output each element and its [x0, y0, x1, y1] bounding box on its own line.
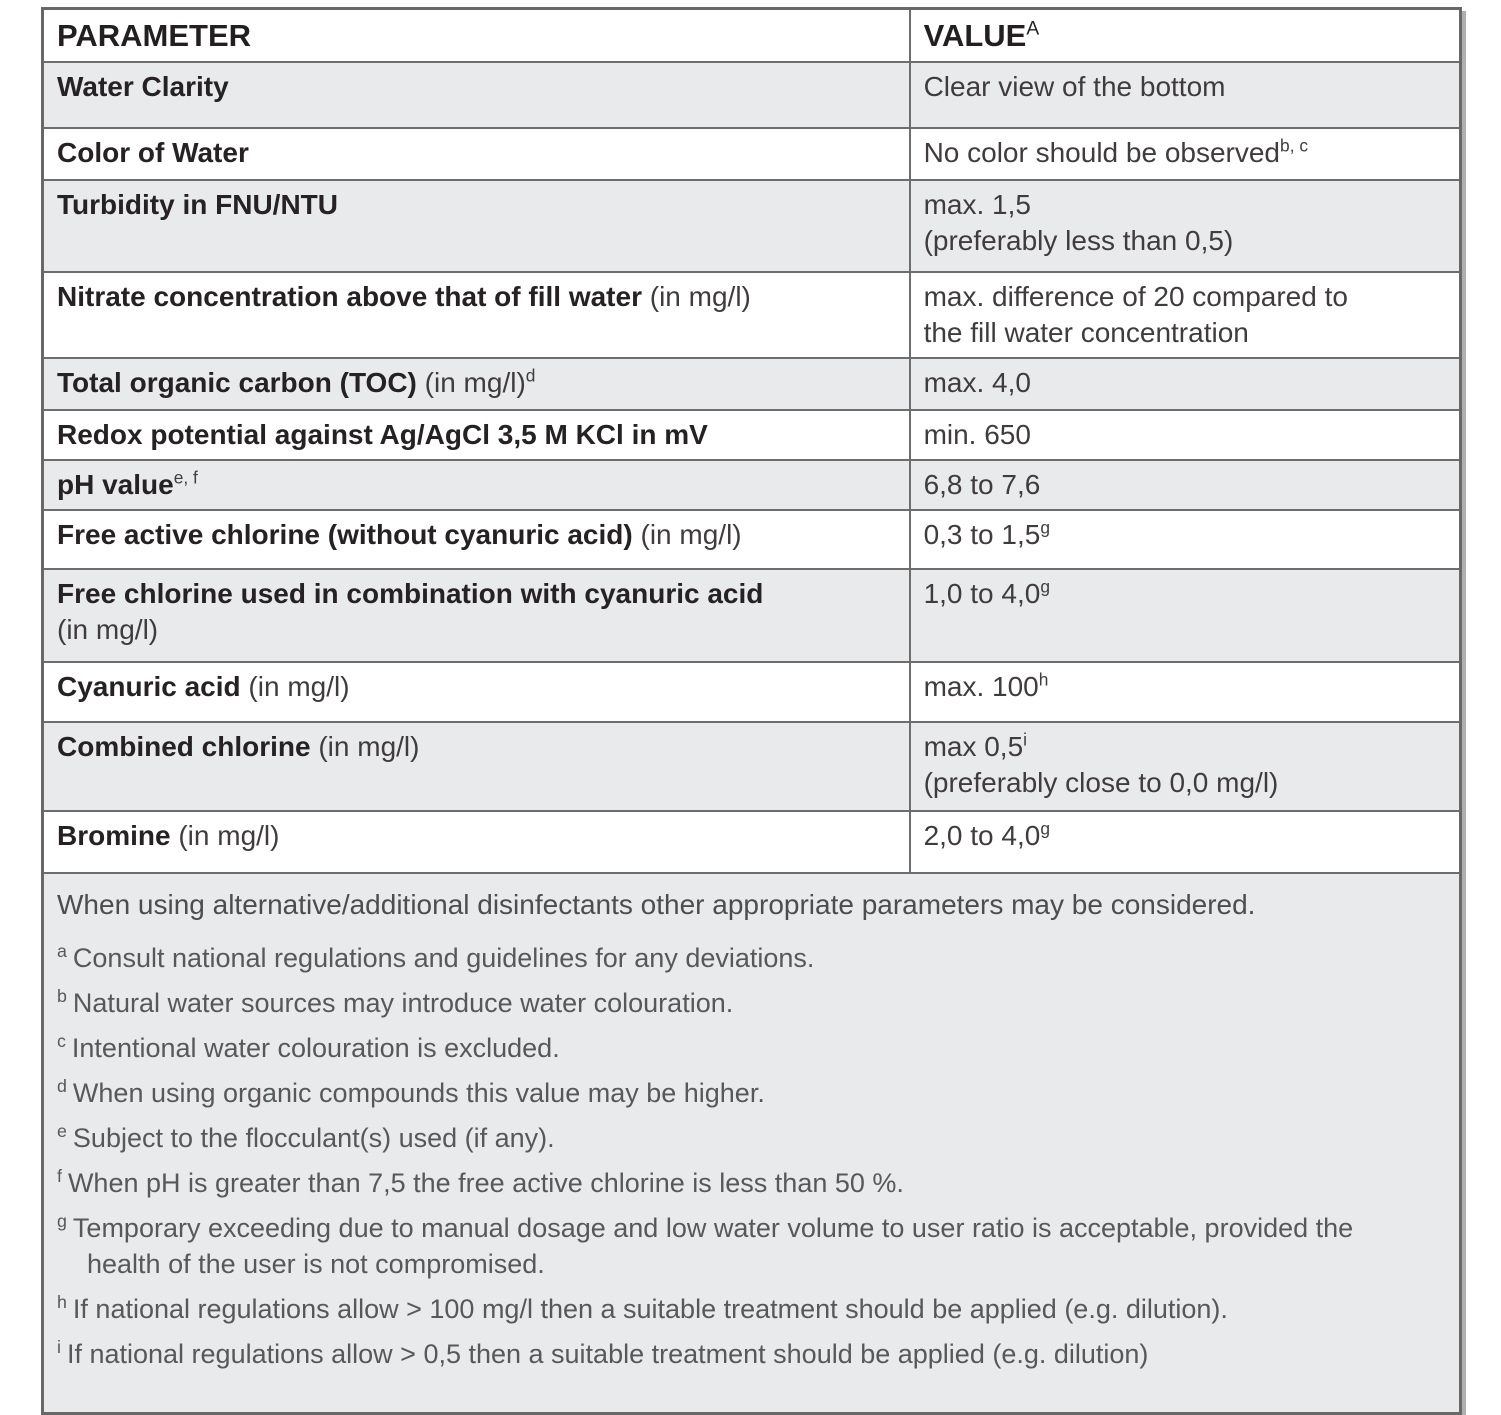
- footnote-text: If national regulations allow > 100 mg/l then a suitable treatment should be applied (e.g. dilution).: [72, 1294, 1228, 1324]
- table-row: [44, 179, 1459, 271]
- text-segment: Free chlorine used in combination with cyanuric acid: [57, 578, 764, 609]
- text-segment: (in mg/l): [310, 731, 420, 762]
- value-cell: [909, 812, 1459, 872]
- footnotes-list: [57, 940, 1443, 1372]
- header-cell-parameter: [44, 10, 909, 61]
- footnote-marker: g: [57, 1211, 67, 1231]
- table-row: [44, 61, 1459, 127]
- footnote-marker: e: [57, 1121, 67, 1141]
- parameter-cell: [44, 411, 909, 459]
- header-parameter-label: PARAMETER: [57, 18, 252, 53]
- parameter-cell: [44, 723, 909, 810]
- table-row: [44, 810, 1459, 872]
- footnote-marker: i: [57, 1337, 61, 1357]
- text-segment: (in mg/l): [240, 671, 350, 702]
- footnote-text: When using organic compounds this value may be higher.: [72, 1078, 765, 1108]
- text-segment: max. difference of 20 compared to: [923, 281, 1348, 312]
- text-segment: Turbidity in FNU/NTU: [57, 189, 338, 220]
- text-segment: Bromine: [57, 820, 171, 851]
- table-row: [44, 271, 1459, 357]
- value-cell: [909, 359, 1459, 409]
- table-row: [44, 661, 1459, 721]
- footnote-ref: g: [1040, 818, 1050, 839]
- footnote: [57, 1336, 1443, 1372]
- header-value-label: VALUE: [923, 18, 1027, 53]
- text-segment: max. 100: [923, 671, 1039, 702]
- text-segment: (in mg/l): [416, 367, 526, 398]
- value-cell: [909, 570, 1459, 661]
- parameter-cell: [44, 181, 909, 271]
- table-row: [44, 127, 1459, 179]
- parameter-cell: [44, 511, 909, 568]
- footnote-marker: b: [57, 986, 67, 1006]
- parameter-cell: [44, 663, 909, 721]
- text-segment: min. 650: [923, 419, 1031, 450]
- footnote-text: health of the user is not compromised.: [87, 1249, 545, 1279]
- text-segment: Water Clarity: [57, 71, 229, 102]
- footnote-text: Consult national regulations and guidelines for any deviations.: [72, 943, 815, 973]
- parameter-cell: [44, 359, 909, 409]
- text-segment: Nitrate concentration above that of fill water: [57, 281, 642, 312]
- value-cell: [909, 663, 1459, 721]
- text-segment: (preferably less than 0,5): [923, 225, 1234, 256]
- footnote: [57, 1120, 1443, 1156]
- footnote: [57, 1030, 1443, 1066]
- text-segment: max. 1,5: [923, 189, 1031, 220]
- value-cell: [909, 129, 1459, 179]
- footnote-text: Intentional water colouration is excluded.: [71, 1033, 560, 1063]
- text-segment: No color should be observed: [923, 137, 1281, 168]
- footnote-marker: f: [57, 1166, 62, 1186]
- value-cell: [909, 511, 1459, 568]
- footnote-text: Natural water sources may introduce water colouration.: [72, 988, 734, 1018]
- footnote: [57, 1165, 1443, 1201]
- footnote: [57, 1291, 1443, 1327]
- text-segment: (in mg/l): [57, 614, 159, 645]
- footnote: [57, 940, 1443, 976]
- value-cell: [909, 63, 1459, 127]
- text-segment: 6,8 to 7,6: [923, 469, 1041, 500]
- text-segment: Clear view of the bottom: [923, 71, 1226, 102]
- text-segment: Redox potential against Ag/AgCl 3,5 M KCl in mV: [57, 419, 708, 450]
- text-segment: max. 4,0: [923, 367, 1031, 398]
- table-row: [44, 721, 1459, 810]
- text-segment: Color of Water: [57, 137, 249, 168]
- footnote-ref: d: [525, 365, 536, 386]
- parameter-cell: [44, 812, 909, 872]
- parameter-cell: [44, 63, 909, 127]
- table-row: [44, 509, 1459, 568]
- text-segment: (preferably close to 0,0 mg/l): [923, 767, 1279, 798]
- footnote: [57, 1075, 1443, 1111]
- footnote-ref: e, f: [173, 467, 198, 488]
- text-segment: Cyanuric acid: [57, 671, 241, 702]
- footnote-text: Temporary exceeding due to manual dosage and low water volume to user ratio is acceptable, provided the: [72, 1213, 1354, 1243]
- text-segment: Free active chlorine (without cyanuric acid): [57, 519, 633, 550]
- table-row: [44, 357, 1459, 409]
- text-segment: max 0,5: [923, 731, 1024, 762]
- footnote-ref: h: [1038, 669, 1049, 690]
- text-segment: 1,0 to 4,0: [923, 578, 1041, 609]
- parameter-cell: [44, 129, 909, 179]
- header-value-footnote-ref: A: [1026, 18, 1040, 40]
- parameter-cell: [44, 461, 909, 509]
- footnote: [57, 985, 1443, 1021]
- parameter-cell: [44, 570, 909, 661]
- table-row: [44, 409, 1459, 459]
- text-segment: Total organic carbon (TOC): [57, 367, 417, 398]
- table-row: [44, 568, 1459, 661]
- footnote-ref: g: [1040, 517, 1050, 538]
- footnote-marker: h: [57, 1292, 67, 1312]
- text-segment: the fill water concentration: [923, 317, 1249, 348]
- value-cell: [909, 461, 1459, 509]
- parameter-cell: [44, 273, 909, 357]
- table-row: [44, 459, 1459, 509]
- footnote-marker: a: [57, 941, 67, 961]
- header-cell-value: [909, 10, 1459, 61]
- text-segment: (in mg/l): [632, 519, 742, 550]
- value-cell: [909, 411, 1459, 459]
- footnote-ref: b, c: [1280, 135, 1308, 156]
- footnote-ref: g: [1040, 576, 1050, 597]
- value-cell: [909, 273, 1459, 357]
- water-quality-parameters-table: [41, 7, 1462, 1415]
- text-segment: 0,3 to 1,5: [923, 519, 1041, 550]
- footnote-marker: d: [57, 1076, 67, 1096]
- footnote-ref: i: [1023, 729, 1028, 750]
- footnote-text: If national regulations allow > 0,5 then a suitable treatment should be applied (e.g. dilution): [66, 1339, 1149, 1369]
- footnote: [57, 1210, 1443, 1282]
- table-header-row: [44, 10, 1459, 61]
- value-cell: [909, 181, 1459, 271]
- footer-note: When using alternative/additional disinfectants other appropriate parameters may be considered.: [57, 889, 1256, 920]
- table-footer: [44, 872, 1459, 1412]
- value-cell: [909, 723, 1459, 810]
- footnote-text: Subject to the flocculant(s) used (if any).: [72, 1123, 555, 1153]
- text-segment: Combined chlorine: [57, 731, 311, 762]
- footnote-text: When pH is greater than 7,5 the free active chlorine is less than 50 %.: [67, 1168, 904, 1198]
- text-segment: pH value: [57, 469, 174, 500]
- table-body: [44, 61, 1459, 872]
- footnote-marker: c: [57, 1031, 66, 1051]
- text-segment: (in mg/l): [170, 820, 280, 851]
- text-segment: (in mg/l): [641, 281, 751, 312]
- text-segment: 2,0 to 4,0: [923, 820, 1041, 851]
